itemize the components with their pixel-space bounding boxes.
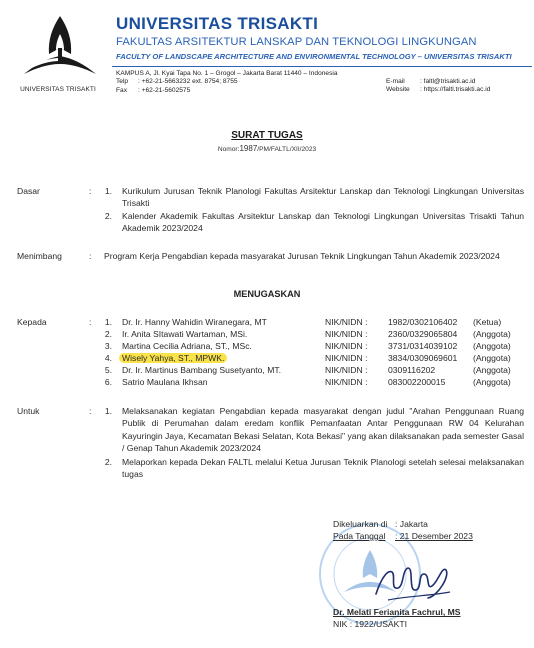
member-nik: 2360/0329065804 (388, 329, 458, 339)
kepada-colon: : (89, 317, 92, 327)
date-value: : 21 Desember 2023 (395, 531, 473, 541)
menimbang-label: Menimbang (17, 251, 62, 261)
logo-caption: UNIVERSITAS TRISAKTI (20, 86, 96, 93)
member-num: 1. (104, 317, 112, 327)
address: KAMPUS A, Jl. Kyai Tapa No. 1 – Grogol – Jakarta Barat 11440 – Indonesia (116, 70, 338, 77)
email-line (386, 78, 490, 86)
untuk-colon: : (89, 406, 92, 416)
header-divider (112, 66, 532, 67)
nomor-prefix: Nomor: (217, 146, 240, 153)
website-label: Website (386, 86, 410, 94)
member-name-highlighted (122, 352, 227, 364)
member-name: Dr. Ir. Martinus Bambang Susetyanto, MT. (122, 365, 282, 375)
member-role: (Anggota) (473, 377, 511, 387)
untuk-item-2: Melaporkan kepada Dekan FALTL melalui Ketua Jurusan Teknik Planologi setelah selesai melaksanakan tugas (122, 457, 524, 480)
telp-label: Telp (116, 78, 129, 86)
member-role: (Anggota) (473, 365, 511, 375)
member-nik-label: NIK/NIDN : (325, 353, 368, 363)
member-nik-label: NIK/NIDN : (325, 329, 368, 339)
menimbang-text: Program Kerja Pengabdian kepada masyarakat Jurusan Teknik Lingkungan Tahun Akademik 2023/2024 (104, 251, 500, 261)
dasar-item-2: Kalender Akademik Fakultas Arsitektur Lanskap dan Teknologi Lingkungan Universitas Trisakti Tahun Akademik 2023/2024 (122, 211, 524, 234)
dasar-num-1: 1. (104, 186, 112, 196)
member-nik-label: NIK/NIDN : (325, 377, 368, 387)
signatory-name: Dr. Melati Ferianita Fachrul, MS (333, 607, 461, 617)
email-label: E-mail (386, 78, 405, 85)
untuk-num-2: 2. (104, 457, 112, 467)
member-nik: 0309116202 (388, 365, 436, 375)
fax-line (116, 87, 338, 95)
member-nik: 083002200015 (388, 377, 446, 387)
email-value[interactable]: : faltl@trisakti.ac.id (420, 78, 476, 85)
member-nik: 1982/0302106402 (388, 317, 458, 327)
kepada-label: Kepada (17, 317, 47, 327)
university-name: UNIVERSITAS TRISAKTI (116, 14, 319, 33)
fax-label: Fax (116, 86, 127, 94)
member-role: (Anggota) (473, 341, 511, 351)
member-num: 5. (104, 365, 112, 375)
nomor-number: 1987 (239, 144, 258, 153)
member-nik: 3834/0309069601 (388, 353, 458, 363)
document-number (0, 144, 534, 153)
member-nik-label: NIK/NIDN : (325, 341, 368, 351)
signatory-nik: NIK : 1922/USAKTI (333, 619, 408, 629)
member-nik: 3731/0314039102 (388, 341, 458, 351)
highlight-marker: Wisely Yahya, ST., MPWK. (119, 353, 227, 363)
contact-block (386, 78, 490, 95)
member-num: 2. (104, 329, 112, 339)
handwritten-signature (368, 556, 458, 606)
dasar-colon: : (89, 186, 92, 196)
member-num: 4. (104, 353, 112, 363)
untuk-label: Untuk (17, 406, 40, 416)
untuk-item-1: Melaksanakan kegiatan Pengabdian kepada masyarakat dengan judul "Arahan Penggunaan Ruang Publik di Perumahan dalam eredam konflik Pemanfaatan Antar Penggunaan RW 04 Kelurahan Kayuringin Jaya, Kecamatan Bekasi Selatan, Kota Bekasi" yang akan dilaksanakan pada semester Gasal / Genap Tahun Akademik 2023/2024 (122, 406, 524, 454)
issued-label: Dikeluarkan di (333, 519, 388, 529)
date-line (333, 530, 473, 542)
member-role: (Ketua) (473, 317, 502, 327)
telp-value: : +62-21-5663232 ext. 8754; 8755 (138, 78, 238, 86)
document-title: SURAT TUGAS (231, 130, 303, 141)
menimbang-colon: : (89, 251, 92, 261)
faculty-name: FAKULTAS ARSITEKTUR LANSKAP DAN TEKNOLOGI LINGKUNGAN (116, 36, 477, 48)
university-logo (18, 14, 102, 84)
telp-line (116, 78, 338, 86)
menugaskan-heading: MENUGASKAN (233, 289, 301, 299)
untuk-num-1: 1. (104, 406, 112, 416)
member-nik-label: NIK/NIDN : (325, 365, 368, 375)
member-nik-label: NIK/NIDN : (325, 317, 368, 327)
dasar-item-1: Kurikulum Jurusan Teknik Planologi Fakultas Arsitektur Lanskap dan Teknologi Lingkungan Universitas Trisakti (122, 186, 524, 209)
fax-value: : +62-21-5602575 (138, 86, 191, 94)
dasar-num-2: 2. (104, 211, 112, 221)
date-label: Pada Tanggal (333, 531, 386, 541)
website-line (386, 86, 490, 94)
member-name: Martina Cecilia Adriana, ST., MSc. (122, 341, 252, 351)
nomor-suffix: /PM/FALTL/XII/2023 (257, 146, 317, 153)
faculty-name-en: FACULTY OF LANDSCAPE ARCHITECTURE AND ENVIRONMENTAL TECHNOLOGY – UNIVERSITAS TRISAKTI (116, 52, 512, 61)
member-role: (Anggota) (473, 329, 511, 339)
dasar-label: Dasar (17, 186, 40, 196)
issued-line (333, 518, 428, 530)
issued-value: : Jakarta (395, 519, 428, 529)
member-name: Ir. Anita SItawati Wartaman, MSi. (122, 329, 248, 339)
member-name: Dr. Ir. Hanny Wahidin Wiranegara, MT (122, 317, 267, 327)
website-value[interactable]: : https://faltl.trisakti.ac.id (420, 86, 491, 94)
member-num: 3. (104, 341, 112, 351)
member-role: (Anggota) (473, 353, 511, 363)
member-name: Satrio Maulana Ikhsan (122, 377, 208, 387)
member-num: 6. (104, 377, 112, 387)
address-block (116, 70, 338, 95)
